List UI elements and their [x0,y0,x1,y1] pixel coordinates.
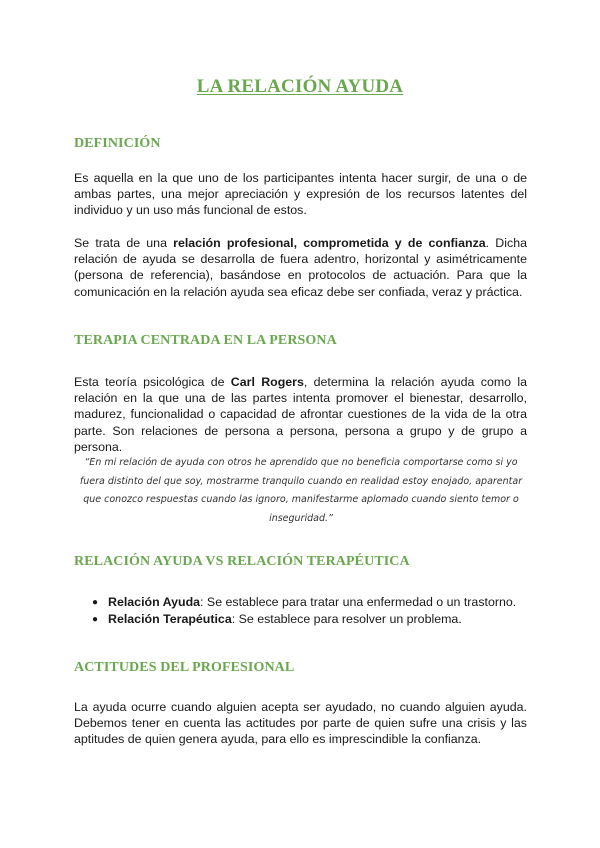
list-item [92,594,532,611]
paragraph-terapia-1-bold: Carl Rogers [230,375,304,389]
paragraph-terapia-1-post: , determina la relación ayuda como la relación en la que una de las partes intenta promover el bienestar, desarrollo, madurez, funcionalidad o capacidad de afrontar cuestiones de la vida de la otra parte. Son relaciones de persona a persona, persona a grupo y de grupo a persona. [74,375,527,454]
paragraph-actitudes-1: La ayuda ocurre cuando alguien acepta ser ayudado, no cuando alguien ayuda. Debemos tener en cuenta las actitudes por parte de quien sufre una crisis y las aptitudes de quien genera ayuda, para ello es imprescindible la confianza. [74,700,527,747]
heading-terapia: TERAPIA CENTRADA EN LA PERSONA [74,333,337,348]
paragraph-definicion-2-post: . Dicha relación de ayuda se desarrolla de fuera adentro, horizontal y asimétricamente (persona de referencia), basándose en protocolos de actuación. Para que la comunicación en la relación ayuda sea eficaz debe ser confiada, veraz y práctica. [74,236,527,299]
bullet-icon: ● [92,597,99,608]
list-item-text: : Se establece para resolver un problema. [231,612,462,626]
heading-actitudes: ACTITUDES DEL PROFESIONAL [74,660,295,675]
paragraph-definicion-1: Es aquella en la que uno de los participantes intenta hacer surgir, de una o de ambas partes, una mejor apreciación y expresión de los recursos latentes del individuo y un uso más funcional de estos. [74,171,527,218]
page-title: LA RELACIÓN AYUDA [196,76,404,97]
heading-versus: RELACIÓN AYUDA VS RELACIÓN TERAPÉUTICA [74,554,410,569]
paragraph-terapia-1 [74,374,527,455]
versus-list [92,594,532,628]
list-item [92,611,532,628]
paragraph-definicion-2-bold: relación profesional, comprometida y de confianza [173,236,486,250]
paragraph-definicion-2-pre: Se trata de una [74,236,174,250]
heading-definicion: DEFINICIÓN [74,136,161,151]
paragraph-terapia-1-pre: Esta teoría psicológica de [74,375,231,389]
list-item-text: : Se establece para tratar una enfermedad o un trastorno. [200,595,517,609]
list-item-term: Relación Terapéutica [108,612,232,626]
bullet-icon: ● [92,614,99,625]
rogers-quote: “En mi relación de ayuda con otros he aprendido que no beneficia comportarse como si yo fuera distinto del que soy, mostrarme tranquilo cuando en realidad estoy enojado, aparentar que conozco respuestas cuando las ignoro, manifestarme aplomado cuando siento temor o inseguridad.” [79,457,523,524]
list-item-term: Relación Ayuda [108,595,201,609]
paragraph-definicion-2 [74,235,527,300]
